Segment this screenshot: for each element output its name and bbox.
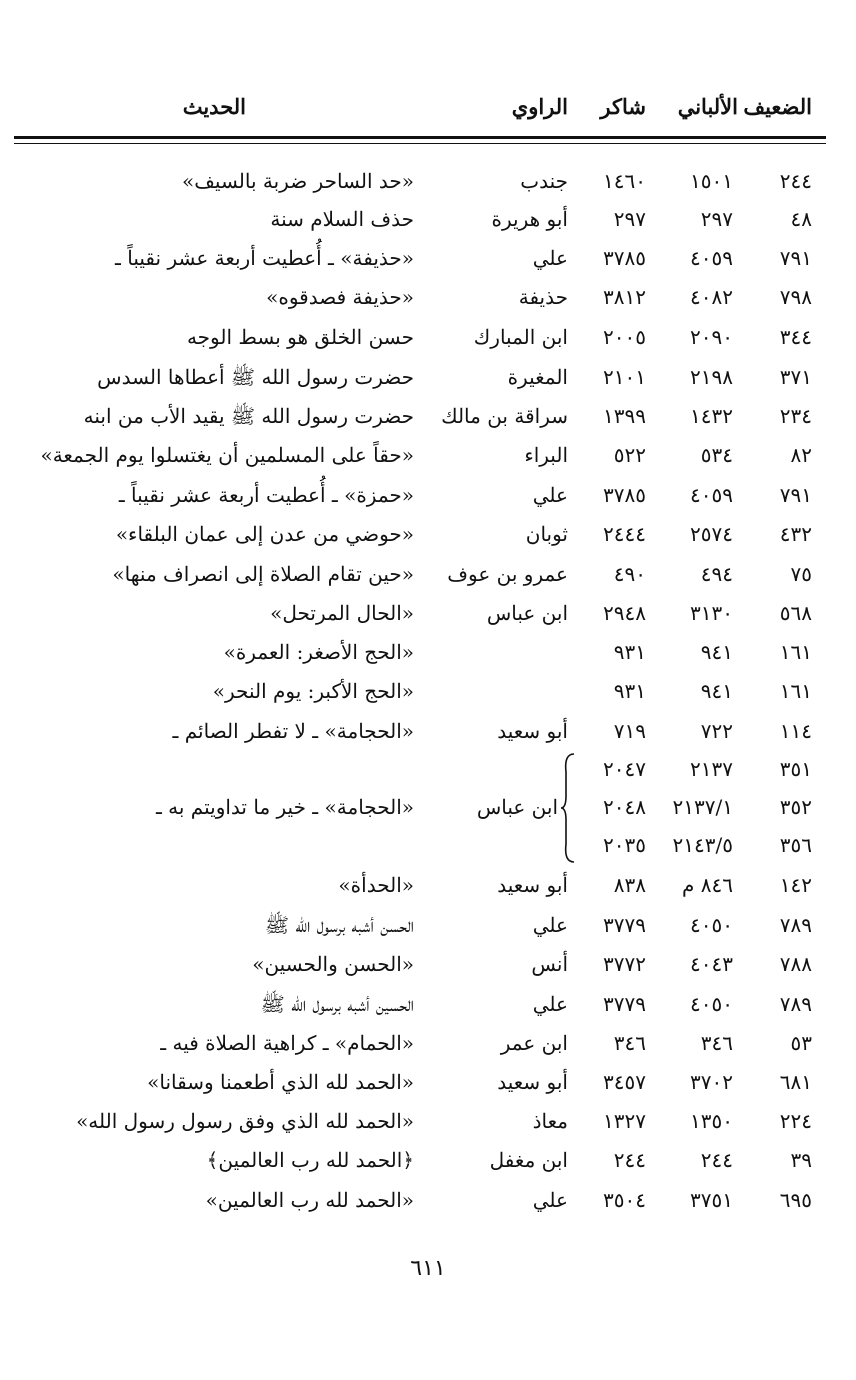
table-row	[0, 633, 856, 671]
cell-shakir: ٣٧٧٩	[603, 913, 646, 937]
cell-shakir: ٥٢٢	[613, 443, 646, 467]
table-row	[0, 239, 856, 277]
cell-daif: ٧٥	[790, 562, 812, 586]
cell-shakir: ٢٩٤٨	[603, 601, 646, 625]
cell-albani: ٣٧٠٢	[690, 1070, 733, 1094]
table-row	[0, 397, 856, 435]
cell-shakir: ٢٤٤	[613, 1148, 646, 1172]
table-row	[0, 278, 856, 316]
cell-rawi: أبو هريرة	[491, 207, 568, 231]
cell-hadith: «حمزة» ـ أُعطيت أربعة عشر نقيباً ـ	[118, 483, 414, 507]
cell-hadith: «حذيفة» ـ أُعطيت أربعة عشر نقيباً ـ	[115, 246, 414, 270]
merged-hadith: «الحجامة» ـ خير ما تداويتم به ـ	[155, 795, 414, 819]
table-row	[0, 985, 856, 1023]
cell-rawi: معاذ	[532, 1109, 568, 1133]
cell-hadith: «الحدأة»	[338, 873, 414, 897]
cell-daif: ٣٥٢	[779, 795, 812, 819]
cell-hadith: «الحجامة» ـ لا تفطر الصائم ـ	[172, 719, 414, 743]
cell-shakir: ٣٧٨٥	[603, 483, 646, 507]
cell-daif: ٧٩٨	[779, 285, 812, 309]
cell-daif: ٣٧١	[779, 365, 812, 389]
cell-daif: ٢٤٤	[779, 169, 812, 193]
cell-daif: ٥٦٨	[779, 601, 812, 625]
cell-daif: ٣٥٦	[779, 833, 812, 857]
table-row	[0, 555, 856, 593]
cell-albani: ٢٤٤	[700, 1148, 733, 1172]
page-number: ٦١١	[410, 1256, 446, 1281]
cell-albani: ٤٠٤٣	[690, 952, 733, 976]
header-rule-thin	[14, 143, 826, 144]
cell-hadith: «حد الساحر ضربة بالسيف»	[181, 169, 414, 193]
header-albani: الألباني	[677, 94, 738, 119]
header-daif: الضعيف	[743, 94, 812, 119]
cell-albani: ٩٤١	[700, 679, 733, 703]
cell-daif: ١٦١	[779, 640, 812, 664]
cell-albani: ٤٠٥٩	[690, 246, 733, 270]
table-row	[0, 906, 856, 944]
table-row	[0, 750, 856, 788]
table-row	[0, 515, 856, 553]
cell-daif: ٣٤٤	[779, 325, 812, 349]
grouping-brace	[560, 752, 578, 864]
cell-albani: ٣٤٦	[700, 1031, 733, 1055]
cell-shakir: ٢١٠١	[603, 365, 646, 389]
cell-albani: ٢١٩٨	[690, 365, 733, 389]
cell-rawi: ابن عباس	[486, 601, 568, 625]
cell-shakir: ٧١٩	[613, 719, 646, 743]
table-row	[0, 1102, 856, 1140]
cell-daif: ٥٣	[790, 1031, 812, 1055]
cell-daif: ١١٤	[779, 719, 812, 743]
cell-daif: ٦٩٥	[779, 1188, 812, 1212]
cell-daif: ٣٩	[790, 1148, 812, 1172]
cell-hadith: ﴿الحمد لله رب العالمين﴾	[206, 1148, 414, 1172]
cell-hadith: «الحمام» ـ كراهية الصلاة فيه ـ	[160, 1031, 414, 1055]
cell-shakir: ٩٣١	[613, 679, 646, 703]
table-row	[0, 826, 856, 864]
cell-shakir: ٢٤٤٤	[603, 522, 646, 546]
header-rule	[14, 136, 826, 139]
cell-shakir: ٣٧٨٥	[603, 246, 646, 270]
table-row	[0, 358, 856, 396]
header-shakir: شاكر	[600, 94, 646, 119]
cell-daif: ٢٣٤	[779, 404, 812, 428]
cell-hadith: «الحسن والحسين»	[252, 952, 414, 976]
cell-shakir: ٩٣١	[613, 640, 646, 664]
cell-albani: ٢٠٩٠	[690, 325, 733, 349]
cell-shakir: ٣٨١٢	[603, 285, 646, 309]
cell-hadith: «الحمد لله الذي وفق رسول رسول الله»	[76, 1109, 414, 1133]
table-row	[0, 866, 856, 904]
cell-daif: ٦٨١	[779, 1070, 812, 1094]
table-row	[0, 476, 856, 514]
table-row	[0, 672, 856, 710]
cell-shakir: ٢٠٣٥	[603, 833, 646, 857]
cell-shakir: ٣٤٥٧	[603, 1070, 646, 1094]
cell-rawi: عمرو بن عوف	[447, 562, 568, 586]
table-row	[0, 200, 856, 238]
cell-albani: ١٣٥٠	[690, 1109, 733, 1133]
cell-rawi: ثوبان	[525, 522, 568, 546]
cell-rawi: ابن المبارك	[473, 325, 568, 349]
table-row	[0, 1181, 856, 1219]
cell-rawi: ابن مغفل	[489, 1148, 568, 1172]
cell-rawi: علي	[532, 246, 568, 270]
cell-hadith: حذف السلام سنة	[270, 207, 414, 231]
table-row	[0, 318, 856, 356]
cell-shakir: ٣٧٧٢	[603, 952, 646, 976]
cell-daif: ٧٨٩	[779, 913, 812, 937]
cell-daif: ٧٩١	[779, 483, 812, 507]
cell-albani: ٨٤٦ م	[682, 873, 733, 897]
cell-daif: ٧٨٩	[779, 992, 812, 1016]
header-hadith: الحديث	[182, 94, 246, 119]
table-row	[0, 712, 856, 750]
cell-daif: ٤٣٢	[779, 522, 812, 546]
cell-daif: ١٤٢	[779, 873, 812, 897]
cell-albani: ٩٤١	[700, 640, 733, 664]
cell-daif: ٧٩١	[779, 246, 812, 270]
table-row	[0, 945, 856, 983]
cell-hadith: «الحمد لله الذي أطعمنا وسقانا»	[147, 1070, 414, 1094]
cell-albani: ٤٠٥٠	[690, 992, 733, 1016]
cell-hadith: حسن الخلق هو بسط الوجه	[186, 325, 414, 349]
cell-rawi: البراء	[524, 443, 568, 467]
cell-rawi: علي	[532, 913, 568, 937]
cell-rawi: علي	[532, 1188, 568, 1212]
cell-daif: ٣٥١	[779, 757, 812, 781]
cell-albani: ٥٣٤	[700, 443, 733, 467]
cell-shakir: ٢٠٠٥	[603, 325, 646, 349]
cell-shakir: ٣٧٧٩	[603, 992, 646, 1016]
cell-albani: ٢٩٧	[700, 207, 733, 231]
cell-albani: ٢١٤٣/٥	[672, 833, 733, 857]
cell-shakir: ٨٣٨	[613, 873, 646, 897]
cell-albani: ٢١٣٧/١	[672, 795, 733, 819]
table-row	[0, 1141, 856, 1179]
cell-shakir: ١٣٢٧	[603, 1109, 646, 1133]
cell-shakir: ٢٠٤٧	[603, 757, 646, 781]
table-row	[0, 1024, 856, 1062]
table-row	[0, 162, 856, 200]
cell-daif: ٤٨	[790, 207, 812, 231]
cell-albani: ٧٢٢	[700, 719, 733, 743]
cell-rawi: علي	[532, 992, 568, 1016]
cell-hadith: «الحمد لله رب العالمين»	[205, 1188, 414, 1212]
cell-hadith: «الحج الأكبر: يوم النحر»	[212, 679, 414, 703]
cell-albani: ٤٠٨٢	[690, 285, 733, 309]
cell-shakir: ١٣٩٩	[603, 404, 646, 428]
cell-hadith: «الحال المرتحل»	[270, 601, 414, 625]
cell-rawi: المغيرة	[507, 365, 568, 389]
cell-hadith: «حين تقام الصلاة إلى انصراف منها»	[112, 562, 414, 586]
table-row	[0, 1063, 856, 1101]
cell-rawi: جندب	[520, 169, 568, 193]
cell-albani: ٤٠٥٠	[690, 913, 733, 937]
cell-hadith: «حقاً على المسلمين أن يغتسلوا يوم الجمعة»	[40, 443, 414, 467]
table-row	[0, 788, 856, 826]
merged-rawi: ابن عباس	[476, 795, 558, 819]
cell-rawi: أبو سعيد	[497, 873, 568, 897]
cell-albani: ٤٩٤	[700, 562, 733, 586]
cell-albani: ٢١٣٧	[690, 757, 733, 781]
cell-albani: ٣٧٥١	[690, 1188, 733, 1212]
table-row	[0, 436, 856, 474]
cell-daif: ٨٢	[790, 443, 812, 467]
cell-shakir: ٤٩٠	[613, 562, 646, 586]
cell-albani: ٤٠٥٩	[690, 483, 733, 507]
header-rawi: الراوي	[511, 94, 568, 119]
cell-rawi: سراقة بن مالك	[441, 404, 568, 428]
cell-albani: ٢٥٧٤	[690, 522, 733, 546]
cell-shakir: ٣٥٠٤	[603, 1188, 646, 1212]
cell-albani: ٣١٣٠	[690, 601, 733, 625]
cell-hadith: حضرت رسول الله ﷺ يقيد الأب من ابنه	[83, 404, 414, 428]
table-row	[0, 594, 856, 632]
cell-hadith: «حذيفة فصدقوه»	[266, 285, 414, 309]
cell-daif: ١٦١	[779, 679, 812, 703]
cell-albani: ١٥٠١	[690, 169, 733, 193]
cell-shakir: ٣٤٦	[613, 1031, 646, 1055]
cell-rawi: أبو سعيد	[497, 1070, 568, 1094]
cell-rawi: أبو سعيد	[497, 719, 568, 743]
cell-rawi: حذيفة	[518, 285, 568, 309]
cell-rawi: أنس	[531, 952, 568, 976]
cell-daif: ٧٨٨	[779, 952, 812, 976]
cell-rawi: ابن عمر	[500, 1031, 568, 1055]
cell-daif: ٢٢٤	[779, 1109, 812, 1133]
cell-hadith: حضرت رسول الله ﷺ أعطاها السدس	[97, 365, 414, 389]
cell-shakir: ٢٩٧	[613, 207, 646, 231]
cell-shakir: ٢٠٤٨	[603, 795, 646, 819]
cell-rawi: علي	[532, 483, 568, 507]
cell-albani: ١٤٣٢	[690, 404, 733, 428]
cell-hadith: «الحج الأصغر: العمرة»	[223, 640, 414, 664]
cell-hadith: الحسن أشبه برسول الله ﷺ	[264, 913, 414, 937]
cell-hadith: الحسين أشبه برسول الله ﷺ	[260, 992, 414, 1016]
cell-shakir: ١٤٦٠	[603, 169, 646, 193]
cell-hadith: «حوضي من عدن إلى عمان البلقاء»	[115, 522, 414, 546]
